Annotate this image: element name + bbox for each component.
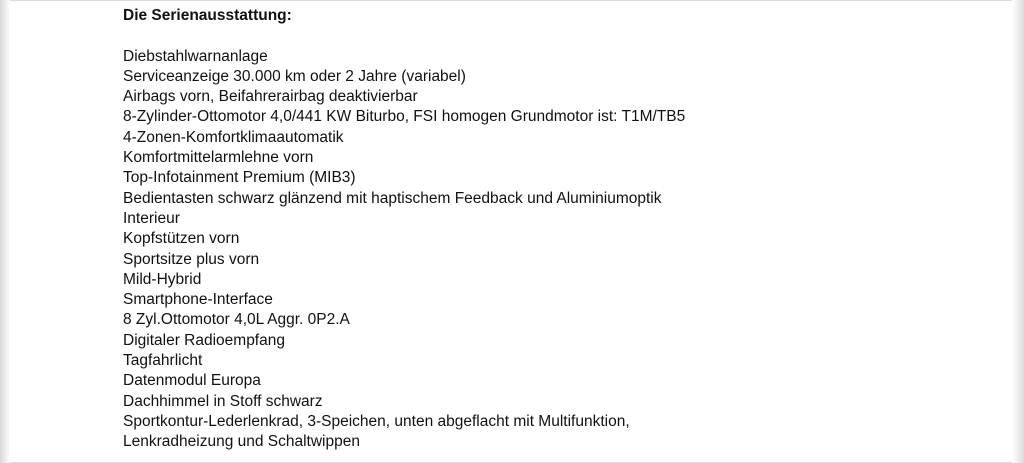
list-item: Diebstahlwarnanlage xyxy=(123,47,268,65)
list-item: Komfortmittelarmlehne vorn xyxy=(123,149,314,167)
list-item: Bedientasten schwarz glänzend mit haptischem Feedback und Aluminiumoptik xyxy=(123,189,662,207)
list-item: Mild-Hybrid xyxy=(123,270,202,288)
list-item: Kopfstützen vorn xyxy=(123,230,240,248)
list-item: Tagfahrlicht xyxy=(123,352,203,370)
list-item: Sportsitze plus vorn xyxy=(123,250,260,268)
equipment-list xyxy=(123,47,1003,453)
list-item: 8-Zylinder-Ottomotor 4,0/441 KW Biturbo, FSI homogen Grundmotor ist: T1M/TB5 xyxy=(123,108,686,126)
list-item: Digitaler Radioempfang xyxy=(123,331,285,349)
blank-line xyxy=(123,26,1003,46)
list-item: Lenkradheizung und Schaltwippen xyxy=(123,433,360,451)
list-item: Airbags vorn, Beifahrerairbag deaktivierbar xyxy=(123,88,418,106)
list-item: 4-Zonen-Komfortklimaautomatik xyxy=(123,128,344,146)
page-edge-shadow-right xyxy=(1012,0,1024,463)
list-item: Smartphone-Interface xyxy=(123,291,273,309)
list-item: 8 Zyl.Ottomotor 4,0L Aggr. 0P2.A xyxy=(123,311,350,329)
page-edge-shadow-left xyxy=(0,0,10,463)
document-content xyxy=(123,6,1003,453)
list-item: Serviceanzeige 30.000 km oder 2 Jahre (variabel) xyxy=(123,67,466,85)
list-item: Sportkontur-Lederlenkrad, 3-Speichen, unten abgeflacht mit Multifunktion, xyxy=(123,412,630,430)
list-item: Datenmodul Europa xyxy=(123,372,261,390)
list-item: Top-Infotainment Premium (MIB3) xyxy=(123,169,356,187)
list-item: Interieur xyxy=(123,209,180,227)
section-title: Die Serienausstattung: xyxy=(123,7,292,24)
list-item: Dachhimmel in Stoff schwarz xyxy=(123,392,323,410)
